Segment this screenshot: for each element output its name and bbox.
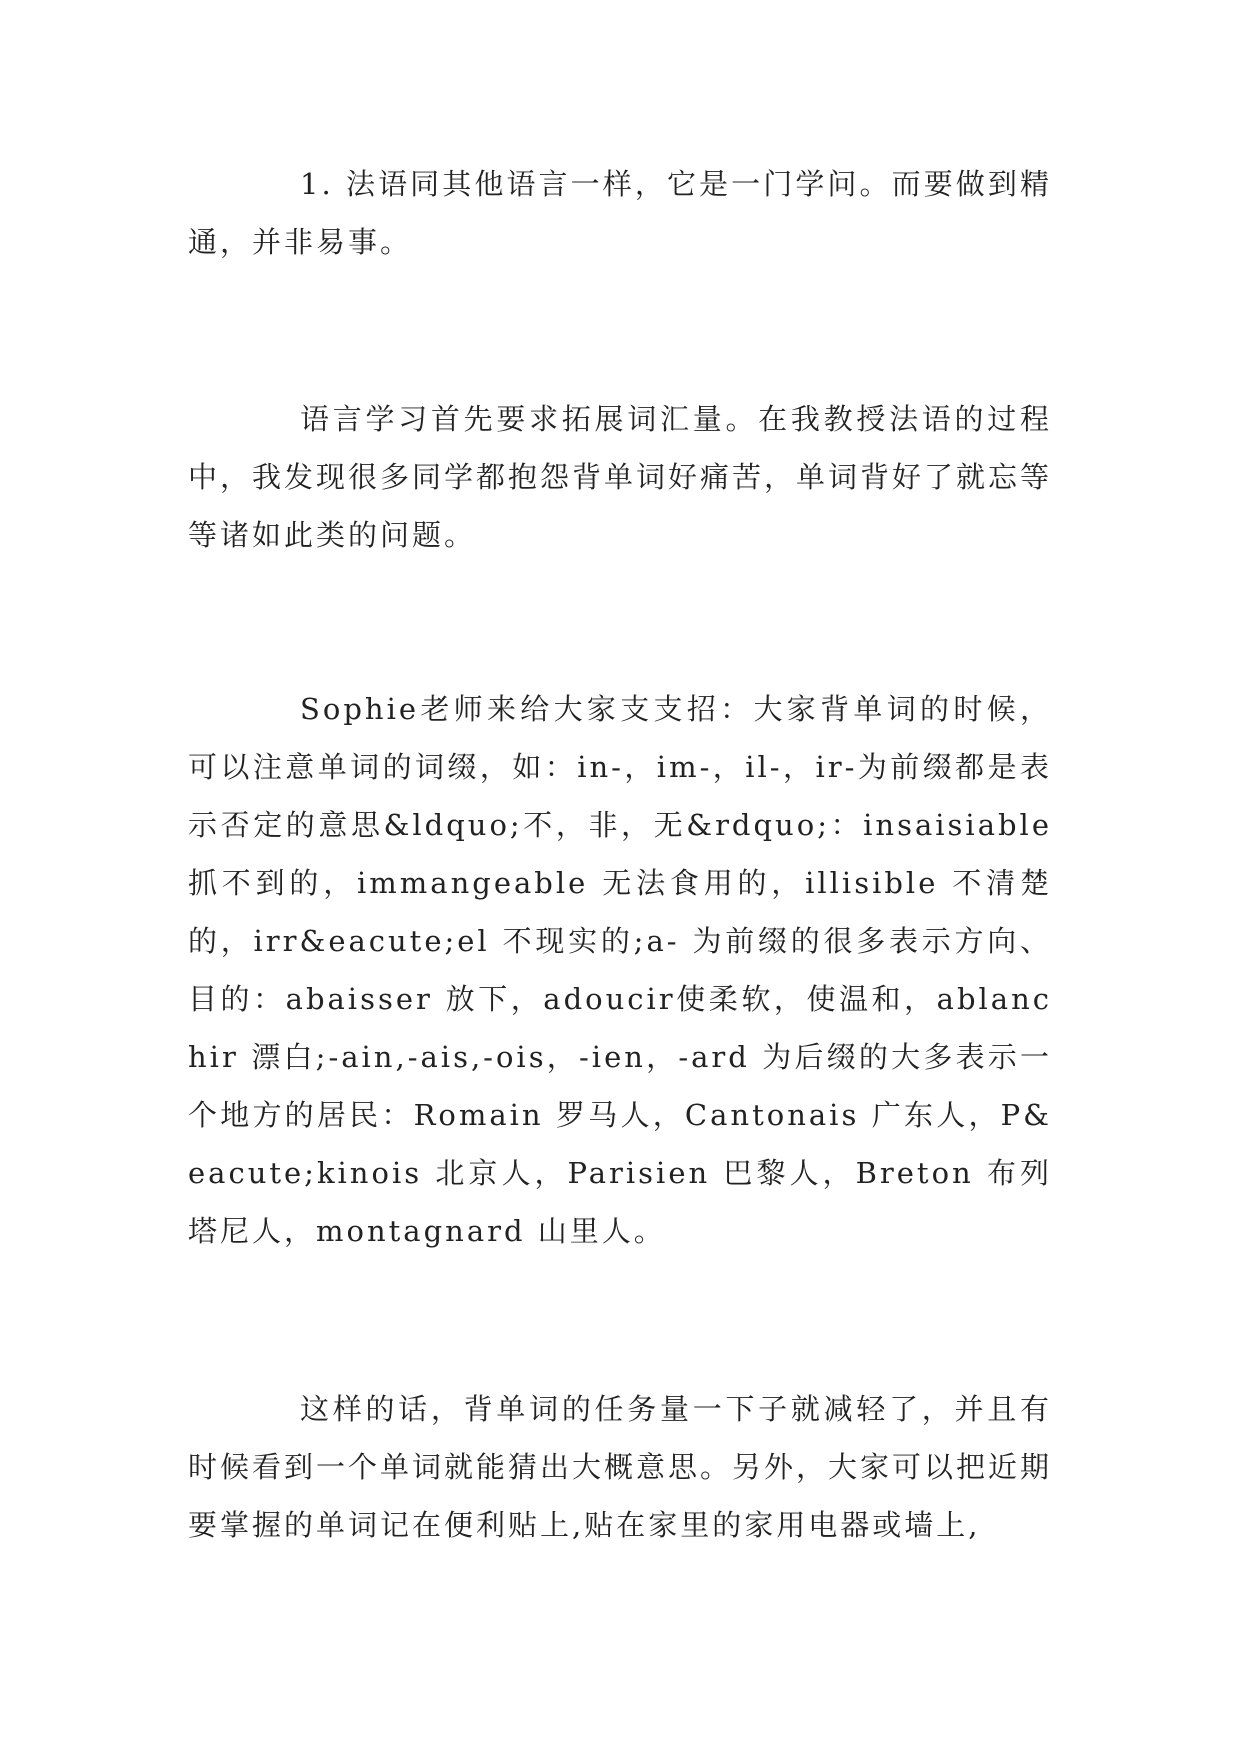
- paragraph-1: 1. 法语同其他语言一样，它是一门学问。而要做到精通，并非易事。: [188, 167, 1052, 259]
- paragraph-2: 语言学习首先要求拓展词汇量。在我教授法语的过程中，我发现很多同学都抱怨背单词好痛苦，单词背好了就忘等等诸如此类的问题。: [188, 402, 1053, 552]
- paragraph-3: Sophie老师来给大家支支招：大家背单词的时候，可以注意单词的词缀，如：in-，im-，il-，ir-为前缀都是表示否定的意思&ldquo;不，非，无&rdquo;：insaisiable 抓不到的，immangeable 无法食用的，illisible 不清楚的，irr&eacute;el 不现实的;a- 为前缀的很多表示方向、目的：abaisser 放下，adoucir使柔软，使温和，ablanchir 漂白;-ain,-ais,-ois，-ien，-ard 为后缀的大多表示一个地方的居民：Romain 罗马人，Cantonais 广东人，P&eacute;kinois 北京人，Parisien 巴黎人，Breton 布列塔尼人，montagnard 山里人。: [188, 692, 1052, 1248]
- paragraph-4: 这样的话，背单词的任务量一下子就减轻了，并且有时候看到一个单词就能猜出大概意思。另外，大家可以把近期要掌握的单词记在便利贴上,贴在家里的家用电器或墙上,: [188, 1392, 1053, 1542]
